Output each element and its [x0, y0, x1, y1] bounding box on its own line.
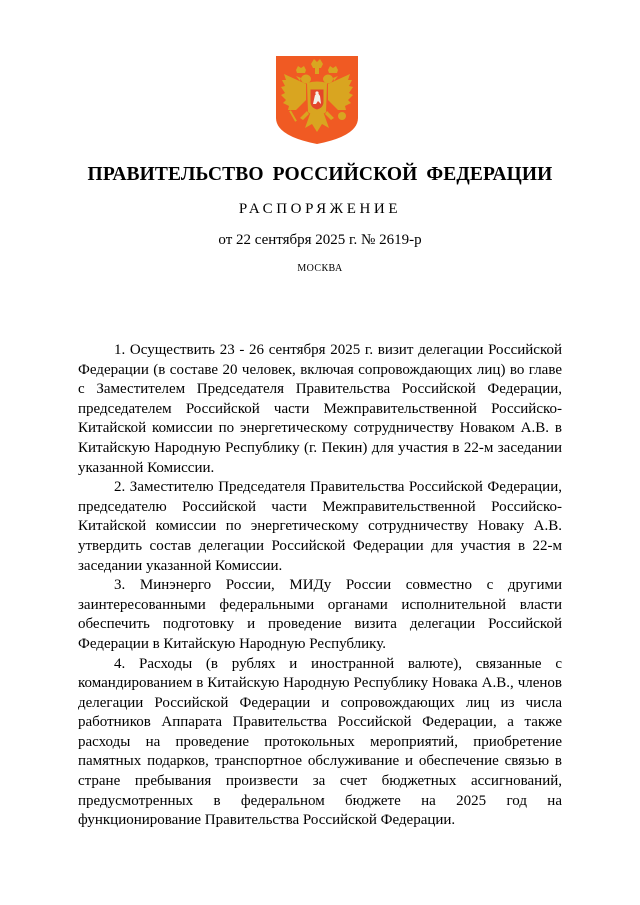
document-body: [78, 341, 562, 831]
paragraph-1: 1. Осуществить 23 - 26 сентября 2025 г. визит делегации Российской Федерации (в составе 20 человек, включая сопровождающих лиц) во главе с Заместителем Председателя Правительства Российской Федерации, председателем Российской части Межправительственной Российско-Китайской комиссии по энергетическому сотрудничеству Новаком А.В. в Китайскую Народную Республику (г. Пекин) для участия в 22-м заседании указанной Комиссии.: [78, 342, 562, 476]
paragraph-4: 4. Расходы (в рублях и иностранной валюте), связанные с командированием в Китайскую Народную Республику Новака А.В., членов делегации Российской Федерации и сопровождающих лиц из числа работников Аппарата Правительства Российской Федерации, а также расходы на проведение протокольных мероприятий, приобретение памятных подарков, транспортное обслуживание и обеспечение связью в стране пребывания произвести за счет бюджетных ассигнований, предусмотренных в федеральном бюджете на 2025 год на функционирование Правительства Российской Федерации.: [78, 655, 562, 829]
russian-coat-of-arms-icon: [276, 56, 358, 144]
government-title: ПРАВИТЕЛЬСТВО РОССИЙСКОЙ ФЕДЕРАЦИИ: [87, 164, 553, 185]
paragraph-2: 2. Заместителю Председателя Правительства Российской Федерации, председателю Российской части Межправительственной Российско-Китайской комиссии по энергетическому сотрудничеству Новаку А.В. утвердить состав делегации Российской Федерации для участия в 22-м заседании указанной Комиссии.: [78, 479, 562, 574]
document-type: РАСПОРЯЖЕНИЕ: [238, 201, 402, 217]
paragraph-3: 3. Минэнерго России, МИДу России совместно с другими заинтересованными федеральными органами исполнительной власти обеспечить подготовку и проведение визита делегации Российской Федерации в Китайскую Народную Республику.: [78, 577, 562, 652]
document-date-number: от 22 сентября 2025 г. № 2619-р: [218, 232, 422, 248]
document-city: МОСКВА: [297, 263, 343, 274]
